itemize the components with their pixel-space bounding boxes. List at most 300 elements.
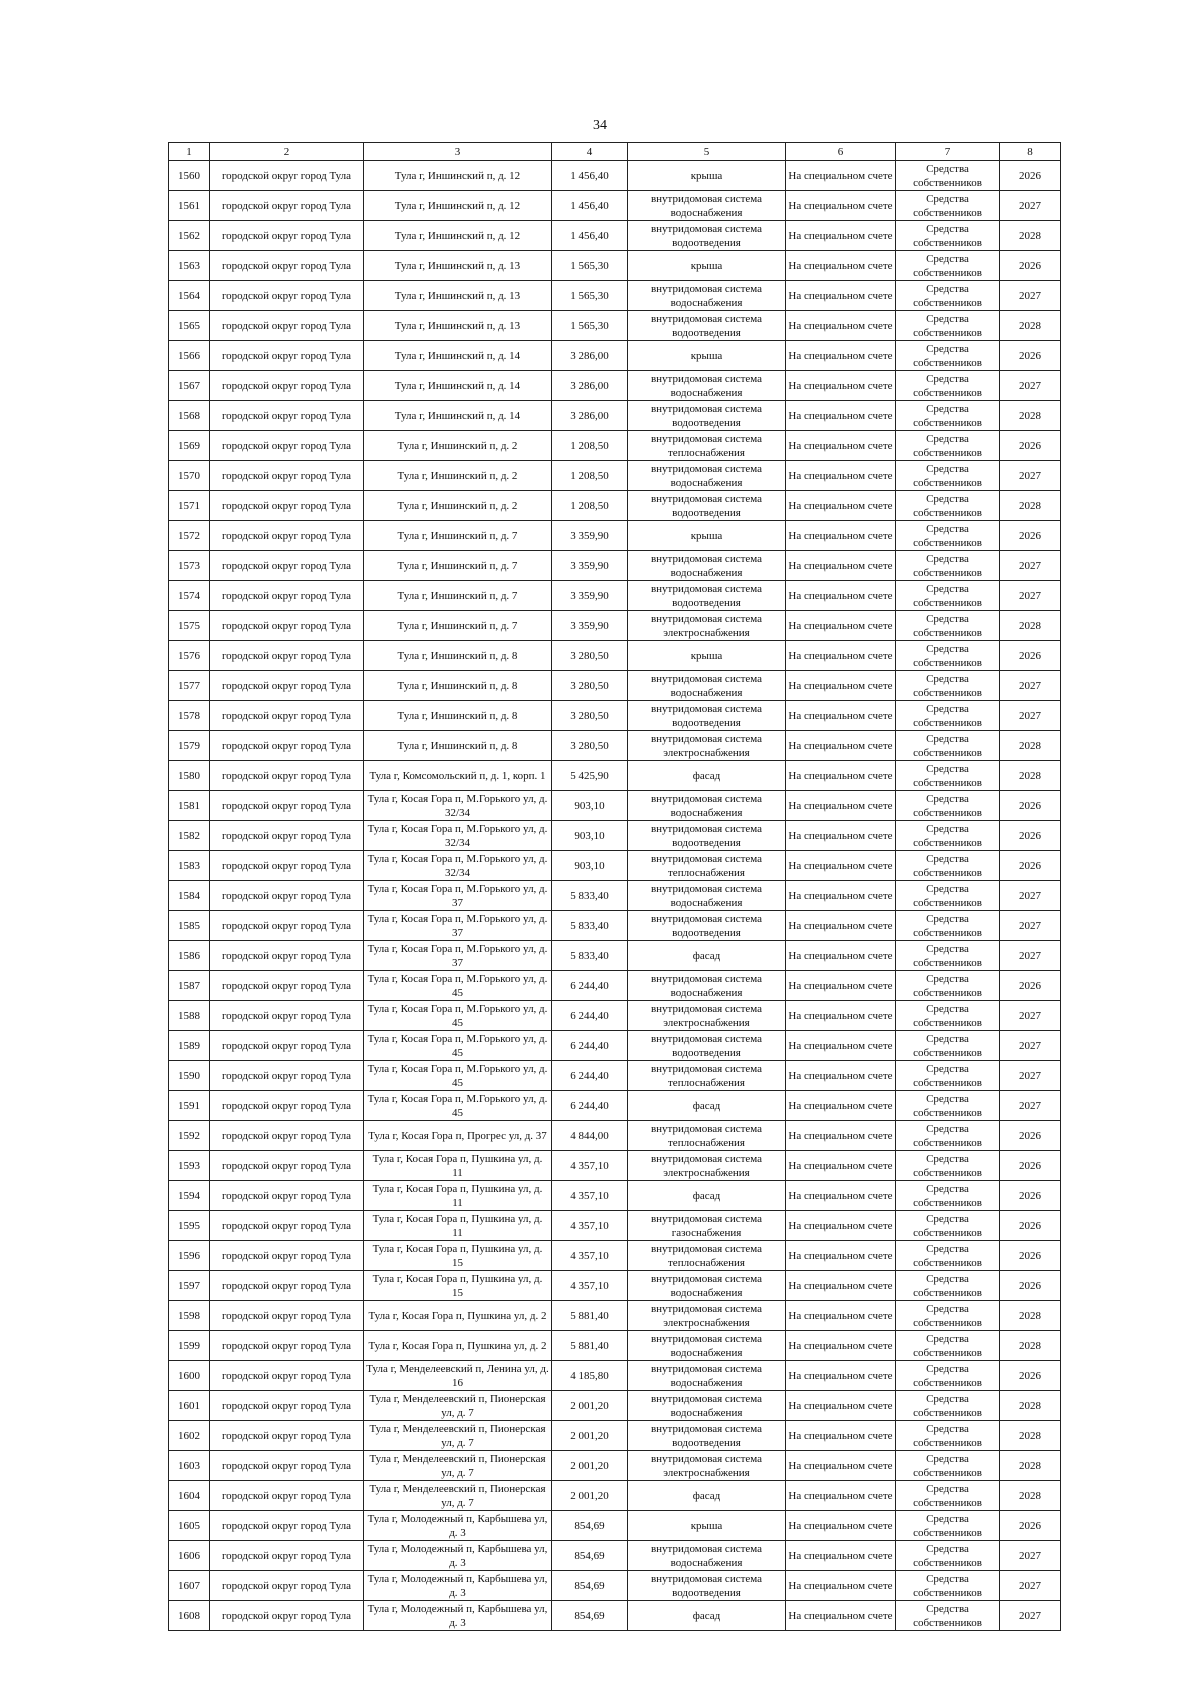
- table-row: [169, 671, 1061, 701]
- fund-method-cell: На специальном счете: [786, 1361, 896, 1391]
- cost-cell: 1 208,50: [552, 431, 628, 461]
- fund-method-cell: На специальном счете: [786, 491, 896, 521]
- funding-source-cell: Средства собственников: [896, 1271, 1000, 1301]
- row-number: 1592: [169, 1121, 210, 1151]
- cost-cell: 854,69: [552, 1541, 628, 1571]
- address-cell: Тула г, Иншинский п, д. 7: [364, 611, 552, 641]
- funding-source-cell: Средства собственников: [896, 1181, 1000, 1211]
- address-cell: Тула г, Иншинский п, д. 14: [364, 341, 552, 371]
- funding-source-cell: Средства собственников: [896, 401, 1000, 431]
- cost-cell: 4 357,10: [552, 1151, 628, 1181]
- system-cell: внутридомовая система водоснабжения: [628, 971, 786, 1001]
- system-cell: внутридомовая система водоснабжения: [628, 671, 786, 701]
- table-row: [169, 1361, 1061, 1391]
- municipality-cell: городской округ город Тула: [210, 1121, 364, 1151]
- address-cell: Тула г, Косая Гора п, М.Горького ул, д. 32/34: [364, 821, 552, 851]
- funding-source-cell: Средства собственников: [896, 191, 1000, 221]
- municipality-cell: городской округ город Тула: [210, 851, 364, 881]
- funding-source-cell: Средства собственников: [896, 821, 1000, 851]
- system-cell: внутридомовая система водоснабжения: [628, 1271, 786, 1301]
- table-row: [169, 1061, 1061, 1091]
- table-row: [169, 851, 1061, 881]
- fund-method-cell: На специальном счете: [786, 731, 896, 761]
- system-cell: внутридомовая система водоснабжения: [628, 191, 786, 221]
- row-number: 1572: [169, 521, 210, 551]
- year-cell: 2027: [1000, 941, 1061, 971]
- cost-cell: 6 244,40: [552, 1061, 628, 1091]
- cost-cell: 5 881,40: [552, 1301, 628, 1331]
- row-number: 1597: [169, 1271, 210, 1301]
- funding-source-cell: Средства собственников: [896, 1421, 1000, 1451]
- municipality-cell: городской округ город Тула: [210, 1061, 364, 1091]
- system-cell: внутридомовая система электроснабжения: [628, 1001, 786, 1031]
- row-number: 1602: [169, 1421, 210, 1451]
- municipality-cell: городской округ город Тула: [210, 1541, 364, 1571]
- cost-cell: 903,10: [552, 821, 628, 851]
- column-header: 2: [210, 143, 364, 161]
- municipality-cell: городской округ город Тула: [210, 1391, 364, 1421]
- municipality-cell: городской округ город Тула: [210, 311, 364, 341]
- year-cell: 2026: [1000, 1211, 1061, 1241]
- row-number: 1580: [169, 761, 210, 791]
- address-cell: Тула г, Иншинский п, д. 8: [364, 641, 552, 671]
- funding-source-cell: Средства собственников: [896, 641, 1000, 671]
- year-cell: 2027: [1000, 1091, 1061, 1121]
- cost-cell: 3 280,50: [552, 641, 628, 671]
- system-cell: внутридомовая система водоснабжения: [628, 281, 786, 311]
- row-number: 1561: [169, 191, 210, 221]
- address-cell: Тула г, Молодежный п, Карбышева ул, д. 3: [364, 1511, 552, 1541]
- row-number: 1566: [169, 341, 210, 371]
- fund-method-cell: На специальном счете: [786, 1511, 896, 1541]
- year-cell: 2027: [1000, 881, 1061, 911]
- cost-cell: 854,69: [552, 1511, 628, 1541]
- table-row: [169, 401, 1061, 431]
- row-number: 1569: [169, 431, 210, 461]
- funding-source-cell: Средства собственников: [896, 491, 1000, 521]
- address-cell: Тула г, Иншинский п, д. 2: [364, 491, 552, 521]
- municipality-cell: городской округ город Тула: [210, 161, 364, 191]
- system-cell: крыша: [628, 521, 786, 551]
- system-cell: внутридомовая система водоотведения: [628, 701, 786, 731]
- fund-method-cell: На специальном счете: [786, 1181, 896, 1211]
- address-cell: Тула г, Иншинский п, д. 8: [364, 731, 552, 761]
- fund-method-cell: На специальном счете: [786, 221, 896, 251]
- cost-cell: 4 844,00: [552, 1121, 628, 1151]
- row-number: 1568: [169, 401, 210, 431]
- municipality-cell: городской округ город Тула: [210, 941, 364, 971]
- municipality-cell: городской округ город Тула: [210, 1181, 364, 1211]
- cost-cell: 3 280,50: [552, 671, 628, 701]
- fund-method-cell: На специальном счете: [786, 1211, 896, 1241]
- year-cell: 2026: [1000, 341, 1061, 371]
- funding-source-cell: Средства собственников: [896, 161, 1000, 191]
- year-cell: 2026: [1000, 791, 1061, 821]
- table-row: [169, 1601, 1061, 1631]
- municipality-cell: городской округ город Тула: [210, 791, 364, 821]
- funding-source-cell: Средства собственников: [896, 731, 1000, 761]
- table-row: [169, 191, 1061, 221]
- row-number: 1606: [169, 1541, 210, 1571]
- table-body: [169, 161, 1061, 1631]
- cost-cell: 3 359,90: [552, 611, 628, 641]
- year-cell: 2026: [1000, 1151, 1061, 1181]
- address-cell: Тула г, Иншинский п, д. 8: [364, 701, 552, 731]
- row-number: 1590: [169, 1061, 210, 1091]
- fund-method-cell: На специальном счете: [786, 1271, 896, 1301]
- cost-cell: 3 286,00: [552, 401, 628, 431]
- system-cell: крыша: [628, 251, 786, 281]
- row-number: 1582: [169, 821, 210, 851]
- table-row: [169, 1091, 1061, 1121]
- column-number-row: [169, 143, 1061, 161]
- municipality-cell: городской округ город Тула: [210, 1211, 364, 1241]
- system-cell: внутридомовая система теплоснабжения: [628, 1241, 786, 1271]
- funding-source-cell: Средства собственников: [896, 1571, 1000, 1601]
- row-number: 1603: [169, 1451, 210, 1481]
- fund-method-cell: На специальном счете: [786, 1031, 896, 1061]
- funding-source-cell: Средства собственников: [896, 701, 1000, 731]
- municipality-cell: городской округ город Тула: [210, 491, 364, 521]
- table-row: [169, 791, 1061, 821]
- funding-source-cell: Средства собственников: [896, 581, 1000, 611]
- year-cell: 2027: [1000, 701, 1061, 731]
- address-cell: Тула г, Косая Гора п, М.Горького ул, д. 37: [364, 911, 552, 941]
- system-cell: внутридомовая система теплоснабжения: [628, 1061, 786, 1091]
- row-number: 1579: [169, 731, 210, 761]
- funding-source-cell: Средства собственников: [896, 251, 1000, 281]
- funding-source-cell: Средства собственников: [896, 1451, 1000, 1481]
- table-row: [169, 221, 1061, 251]
- municipality-cell: городской округ город Тула: [210, 1571, 364, 1601]
- municipality-cell: городской округ город Тула: [210, 581, 364, 611]
- system-cell: внутридомовая система водоснабжения: [628, 1331, 786, 1361]
- address-cell: Тула г, Косая Гора п, Пушкина ул, д. 15: [364, 1241, 552, 1271]
- table-row: [169, 551, 1061, 581]
- funding-source-cell: Средства собственников: [896, 941, 1000, 971]
- table-row: [169, 1301, 1061, 1331]
- row-number: 1570: [169, 461, 210, 491]
- table-row: [169, 1571, 1061, 1601]
- cost-cell: 903,10: [552, 791, 628, 821]
- system-cell: фасад: [628, 1181, 786, 1211]
- municipality-cell: городской округ город Тула: [210, 611, 364, 641]
- cost-cell: 4 185,80: [552, 1361, 628, 1391]
- fund-method-cell: На специальном счете: [786, 1151, 896, 1181]
- year-cell: 2027: [1000, 281, 1061, 311]
- address-cell: Тула г, Иншинский п, д. 7: [364, 521, 552, 551]
- cost-cell: 6 244,40: [552, 1031, 628, 1061]
- row-number: 1584: [169, 881, 210, 911]
- funding-source-cell: Средства собственников: [896, 911, 1000, 941]
- system-cell: внутридомовая система теплоснабжения: [628, 851, 786, 881]
- fund-method-cell: На специальном счете: [786, 1331, 896, 1361]
- address-cell: Тула г, Косая Гора п, Пушкина ул, д. 2: [364, 1301, 552, 1331]
- row-number: 1587: [169, 971, 210, 1001]
- year-cell: 2027: [1000, 1031, 1061, 1061]
- cost-cell: 1 208,50: [552, 491, 628, 521]
- table-row: [169, 611, 1061, 641]
- cost-cell: 3 286,00: [552, 341, 628, 371]
- municipality-cell: городской округ город Тула: [210, 551, 364, 581]
- cost-cell: 854,69: [552, 1571, 628, 1601]
- cost-cell: 2 001,20: [552, 1451, 628, 1481]
- fund-method-cell: На специальном счете: [786, 341, 896, 371]
- table-row: [169, 1241, 1061, 1271]
- municipality-cell: городской округ город Тула: [210, 881, 364, 911]
- row-number: 1577: [169, 671, 210, 701]
- address-cell: Тула г, Иншинский п, д. 14: [364, 371, 552, 401]
- municipality-cell: городской округ город Тула: [210, 1421, 364, 1451]
- municipality-cell: городской округ город Тула: [210, 821, 364, 851]
- funding-source-cell: Средства собственников: [896, 1361, 1000, 1391]
- system-cell: фасад: [628, 1091, 786, 1121]
- table-row: [169, 431, 1061, 461]
- year-cell: 2026: [1000, 1181, 1061, 1211]
- column-header: 8: [1000, 143, 1061, 161]
- fund-method-cell: На специальном счете: [786, 791, 896, 821]
- address-cell: Тула г, Молодежный п, Карбышева ул, д. 3: [364, 1571, 552, 1601]
- system-cell: внутридомовая система теплоснабжения: [628, 1121, 786, 1151]
- year-cell: 2028: [1000, 401, 1061, 431]
- system-cell: внутридомовая система электроснабжения: [628, 611, 786, 641]
- system-cell: внутридомовая система газоснабжения: [628, 1211, 786, 1241]
- system-cell: крыша: [628, 641, 786, 671]
- table-row: [169, 1541, 1061, 1571]
- municipality-cell: городской округ город Тула: [210, 1511, 364, 1541]
- page-number: 34: [593, 118, 607, 133]
- municipality-cell: городской округ город Тула: [210, 341, 364, 371]
- year-cell: 2027: [1000, 191, 1061, 221]
- cost-cell: 1 456,40: [552, 221, 628, 251]
- system-cell: внутридомовая система водоотведения: [628, 1571, 786, 1601]
- municipality-cell: городской округ город Тула: [210, 641, 364, 671]
- funding-source-cell: Средства собственников: [896, 1241, 1000, 1271]
- cost-cell: 5 881,40: [552, 1331, 628, 1361]
- municipality-cell: городской округ город Тула: [210, 1481, 364, 1511]
- table-row: [169, 371, 1061, 401]
- funding-source-cell: Средства собственников: [896, 1301, 1000, 1331]
- address-cell: Тула г, Косая Гора п, Пушкина ул, д. 15: [364, 1271, 552, 1301]
- fund-method-cell: На специальном счете: [786, 1091, 896, 1121]
- system-cell: внутридомовая система водоотведения: [628, 221, 786, 251]
- fund-method-cell: На специальном счете: [786, 761, 896, 791]
- system-cell: внутридомовая система водоотведения: [628, 401, 786, 431]
- address-cell: Тула г, Иншинский п, д. 13: [364, 281, 552, 311]
- system-cell: внутридомовая система водоотведения: [628, 1031, 786, 1061]
- year-cell: 2028: [1000, 1481, 1061, 1511]
- funding-source-cell: Средства собственников: [896, 1511, 1000, 1541]
- year-cell: 2026: [1000, 1121, 1061, 1151]
- row-number: 1583: [169, 851, 210, 881]
- cost-cell: 3 359,90: [552, 551, 628, 581]
- address-cell: Тула г, Косая Гора п, М.Горького ул, д. 37: [364, 881, 552, 911]
- row-number: 1585: [169, 911, 210, 941]
- row-number: 1598: [169, 1301, 210, 1331]
- funding-source-cell: Средства собственников: [896, 971, 1000, 1001]
- cost-cell: 3 280,50: [552, 731, 628, 761]
- system-cell: фасад: [628, 761, 786, 791]
- row-number: 1601: [169, 1391, 210, 1421]
- cost-cell: 1 208,50: [552, 461, 628, 491]
- address-cell: Тула г, Иншинский п, д. 12: [364, 221, 552, 251]
- column-header: 3: [364, 143, 552, 161]
- year-cell: 2027: [1000, 911, 1061, 941]
- row-number: 1565: [169, 311, 210, 341]
- year-cell: 2026: [1000, 521, 1061, 551]
- table-row: [169, 821, 1061, 851]
- row-number: 1604: [169, 1481, 210, 1511]
- municipality-cell: городской округ город Тула: [210, 971, 364, 1001]
- address-cell: Тула г, Косая Гора п, М.Горького ул, д. 45: [364, 1061, 552, 1091]
- address-cell: Тула г, Косая Гора п, М.Горького ул, д. 45: [364, 1031, 552, 1061]
- system-cell: внутридомовая система электроснабжения: [628, 1301, 786, 1331]
- cost-cell: 2 001,20: [552, 1421, 628, 1451]
- address-cell: Тула г, Иншинский п, д. 12: [364, 191, 552, 221]
- table-row: [169, 1391, 1061, 1421]
- funding-source-cell: Средства собственников: [896, 851, 1000, 881]
- system-cell: внутридомовая система водоотведения: [628, 1421, 786, 1451]
- row-number: 1605: [169, 1511, 210, 1541]
- address-cell: Тула г, Иншинский п, д. 7: [364, 551, 552, 581]
- year-cell: 2026: [1000, 821, 1061, 851]
- cost-cell: 5 833,40: [552, 911, 628, 941]
- funding-source-cell: Средства собственников: [896, 1001, 1000, 1031]
- address-cell: Тула г, Косая Гора п, Пушкина ул, д. 11: [364, 1211, 552, 1241]
- system-cell: внутридомовая система водоснабжения: [628, 461, 786, 491]
- funding-source-cell: Средства собственников: [896, 551, 1000, 581]
- municipality-cell: городской округ город Тула: [210, 1031, 364, 1061]
- address-cell: Тула г, Иншинский п, д. 2: [364, 431, 552, 461]
- address-cell: Тула г, Молодежный п, Карбышева ул, д. 3: [364, 1541, 552, 1571]
- municipality-cell: городской округ город Тула: [210, 1361, 364, 1391]
- system-cell: внутридомовая система теплоснабжения: [628, 431, 786, 461]
- column-header: 5: [628, 143, 786, 161]
- year-cell: 2027: [1000, 1001, 1061, 1031]
- funding-source-cell: Средства собственников: [896, 1061, 1000, 1091]
- system-cell: внутридомовая система водоснабжения: [628, 881, 786, 911]
- address-cell: Тула г, Иншинский п, д. 13: [364, 251, 552, 281]
- municipality-cell: городской округ город Тула: [210, 1451, 364, 1481]
- funding-source-cell: Средства собственников: [896, 881, 1000, 911]
- table-row: [169, 1511, 1061, 1541]
- year-cell: 2028: [1000, 1331, 1061, 1361]
- system-cell: крыша: [628, 1511, 786, 1541]
- year-cell: 2026: [1000, 251, 1061, 281]
- address-cell: Тула г, Косая Гора п, М.Горького ул, д. 37: [364, 941, 552, 971]
- row-number: 1589: [169, 1031, 210, 1061]
- fund-method-cell: На специальном счете: [786, 1301, 896, 1331]
- funding-source-cell: Средства собственников: [896, 1541, 1000, 1571]
- year-cell: 2028: [1000, 1421, 1061, 1451]
- fund-method-cell: На специальном счете: [786, 1571, 896, 1601]
- municipality-cell: городской округ город Тула: [210, 251, 364, 281]
- table-row: [169, 881, 1061, 911]
- municipality-cell: городской округ город Тула: [210, 1091, 364, 1121]
- funding-source-cell: Средства собственников: [896, 1211, 1000, 1241]
- system-cell: крыша: [628, 341, 786, 371]
- cost-cell: 854,69: [552, 1601, 628, 1631]
- fund-method-cell: На специальном счете: [786, 521, 896, 551]
- funding-source-cell: Средства собственников: [896, 1391, 1000, 1421]
- municipality-cell: городской округ город Тула: [210, 731, 364, 761]
- cost-cell: 1 565,30: [552, 251, 628, 281]
- system-cell: фасад: [628, 1481, 786, 1511]
- row-number: 1600: [169, 1361, 210, 1391]
- municipality-cell: городской округ город Тула: [210, 1271, 364, 1301]
- address-cell: Тула г, Иншинский п, д. 13: [364, 311, 552, 341]
- cost-cell: 3 359,90: [552, 581, 628, 611]
- municipality-cell: городской округ город Тула: [210, 1601, 364, 1631]
- fund-method-cell: На специальном счете: [786, 311, 896, 341]
- table-row: [169, 461, 1061, 491]
- address-cell: Тула г, Косая Гора п, Пушкина ул, д. 11: [364, 1151, 552, 1181]
- row-number: 1595: [169, 1211, 210, 1241]
- table-row: [169, 731, 1061, 761]
- column-header: 1: [169, 143, 210, 161]
- municipality-cell: городской округ город Тула: [210, 701, 364, 731]
- cost-cell: 2 001,20: [552, 1391, 628, 1421]
- fund-method-cell: На специальном счете: [786, 821, 896, 851]
- cost-cell: 6 244,40: [552, 1001, 628, 1031]
- year-cell: 2027: [1000, 461, 1061, 491]
- row-number: 1578: [169, 701, 210, 731]
- address-cell: Тула г, Менделеевский п, Пионерская ул, д. 7: [364, 1421, 552, 1451]
- system-cell: внутридомовая система водоотведения: [628, 311, 786, 341]
- system-cell: внутридомовая система электроснабжения: [628, 1451, 786, 1481]
- row-number: 1571: [169, 491, 210, 521]
- funding-source-cell: Средства собственников: [896, 761, 1000, 791]
- funding-source-cell: Средства собственников: [896, 611, 1000, 641]
- system-cell: внутридомовая система водоотведения: [628, 911, 786, 941]
- year-cell: 2027: [1000, 1541, 1061, 1571]
- fund-method-cell: На специальном счете: [786, 431, 896, 461]
- table-row: [169, 1001, 1061, 1031]
- year-cell: 2028: [1000, 491, 1061, 521]
- cost-cell: 6 244,40: [552, 971, 628, 1001]
- cost-cell: 1 565,30: [552, 281, 628, 311]
- year-cell: 2026: [1000, 1271, 1061, 1301]
- fund-method-cell: На специальном счете: [786, 1001, 896, 1031]
- system-cell: внутридомовая система водоснабжения: [628, 1391, 786, 1421]
- fund-method-cell: На специальном счете: [786, 551, 896, 581]
- system-cell: внутридомовая система электроснабжения: [628, 1151, 786, 1181]
- table-row: [169, 251, 1061, 281]
- funding-source-cell: Средства собственников: [896, 341, 1000, 371]
- address-cell: Тула г, Менделеевский п, Ленина ул, д. 16: [364, 1361, 552, 1391]
- fund-method-cell: На специальном счете: [786, 1391, 896, 1421]
- table-row: [169, 971, 1061, 1001]
- table-row: [169, 761, 1061, 791]
- cost-cell: 1 456,40: [552, 161, 628, 191]
- address-cell: Тула г, Молодежный п, Карбышева ул, д. 3: [364, 1601, 552, 1631]
- address-cell: Тула г, Косая Гора п, М.Горького ул, д. 32/34: [364, 791, 552, 821]
- municipality-cell: городской округ город Тула: [210, 761, 364, 791]
- address-cell: Тула г, Менделеевский п, Пионерская ул, д. 7: [364, 1481, 552, 1511]
- fund-method-cell: На специальном счете: [786, 941, 896, 971]
- funding-source-cell: Средства собственников: [896, 311, 1000, 341]
- system-cell: фасад: [628, 1601, 786, 1631]
- row-number: 1575: [169, 611, 210, 641]
- address-cell: Тула г, Косая Гора п, Пушкина ул, д. 11: [364, 1181, 552, 1211]
- row-number: 1563: [169, 251, 210, 281]
- address-cell: Тула г, Иншинский п, д. 7: [364, 581, 552, 611]
- year-cell: 2026: [1000, 641, 1061, 671]
- year-cell: 2028: [1000, 1301, 1061, 1331]
- year-cell: 2027: [1000, 1061, 1061, 1091]
- row-number: 1599: [169, 1331, 210, 1361]
- fund-method-cell: На специальном счете: [786, 611, 896, 641]
